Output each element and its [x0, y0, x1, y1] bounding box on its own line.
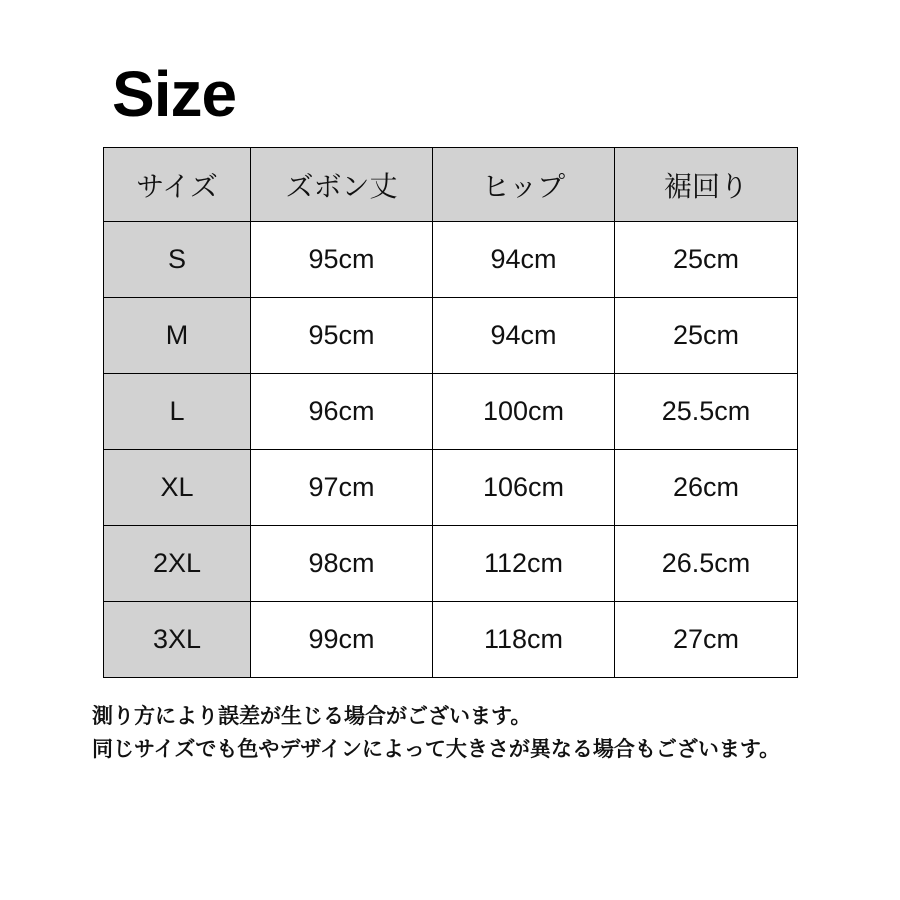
notes-block: [92, 700, 872, 766]
cell-hip: 106cm: [433, 450, 615, 526]
cell-hip: 118cm: [433, 602, 615, 678]
cell-pants-length: 97cm: [251, 450, 433, 526]
table-row: [104, 526, 798, 602]
column-header-pants-length: ズボン丈: [251, 148, 433, 222]
cell-pants-length: 95cm: [251, 222, 433, 298]
column-header-hem: 裾回り: [615, 148, 798, 222]
cell-size: 3XL: [104, 602, 251, 678]
cell-hem: 25.5cm: [615, 374, 798, 450]
column-header-hip: ヒップ: [433, 148, 615, 222]
cell-pants-length: 95cm: [251, 298, 433, 374]
cell-pants-length: 99cm: [251, 602, 433, 678]
cell-hem: 27cm: [615, 602, 798, 678]
note-measurement-variance: 測り方により誤差が生じる場合がございます。: [92, 705, 532, 728]
table-header-row: [104, 148, 798, 222]
cell-hip: 100cm: [433, 374, 615, 450]
cell-hem: 26cm: [615, 450, 798, 526]
cell-hem: 25cm: [615, 222, 798, 298]
note-color-design-variance: 同じサイズでも色やデザインによって大きさが異なる場合もございます。: [92, 738, 781, 761]
cell-hem: 26.5cm: [615, 526, 798, 602]
cell-hip: 112cm: [433, 526, 615, 602]
cell-hip: 94cm: [433, 298, 615, 374]
cell-size: 2XL: [104, 526, 251, 602]
table-row: [104, 298, 798, 374]
cell-hem: 25cm: [615, 298, 798, 374]
cell-size: XL: [104, 450, 251, 526]
table-row: [104, 450, 798, 526]
table-row: [104, 222, 798, 298]
table-row: [104, 602, 798, 678]
cell-hip: 94cm: [433, 222, 615, 298]
column-header-size: サイズ: [104, 148, 251, 222]
size-table: [103, 147, 798, 678]
cell-size: L: [104, 374, 251, 450]
page-title: Size: [112, 58, 237, 130]
table-row: [104, 374, 798, 450]
cell-size: S: [104, 222, 251, 298]
cell-pants-length: 98cm: [251, 526, 433, 602]
cell-pants-length: 96cm: [251, 374, 433, 450]
cell-size: M: [104, 298, 251, 374]
